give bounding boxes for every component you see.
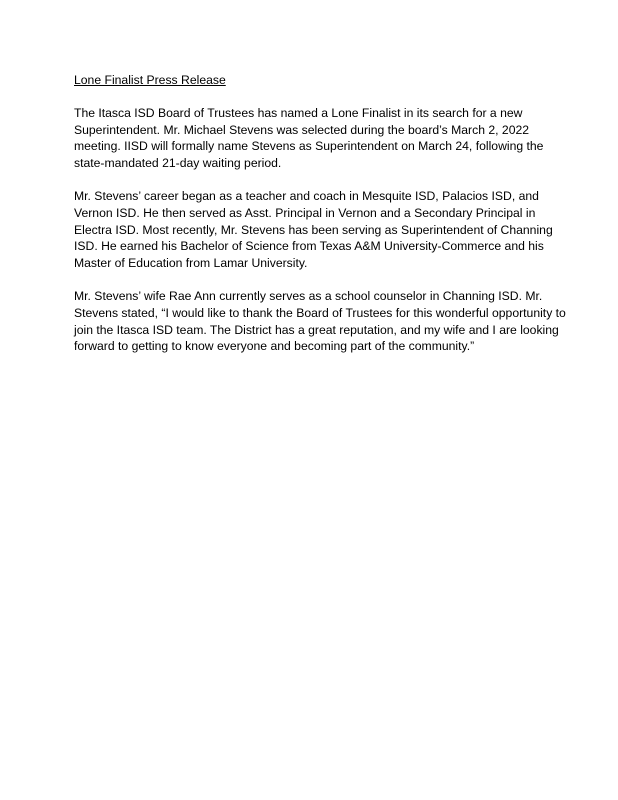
- text-line: meeting. IISD will formally name Stevens as Superintendent on March 24, following the: [74, 139, 544, 154]
- text-line: join the Itasca ISD team. The District has a great reputation, and my wife and I are looking: [74, 322, 559, 337]
- text-line: state-mandated 21-day waiting period.: [74, 155, 282, 170]
- text-line: Stevens stated, “I would like to thank the Board of Trustees for this wonderful opportunity to: [74, 305, 566, 320]
- document-title: Lone Finalist Press Release: [74, 73, 226, 87]
- text-line: Master of Education from Lamar University.: [74, 255, 308, 270]
- text-line: forward to getting to know everyone and becoming part of the community.”: [74, 339, 475, 354]
- paragraph-career: [74, 188, 553, 271]
- text-line: Mr. Stevens’ career began as a teacher and coach in Mesquite ISD, Palacios ISD, and: [74, 189, 539, 204]
- text-line: Mr. Stevens’ wife Rae Ann currently serves as a school counselor in Channing ISD. Mr.: [74, 289, 543, 304]
- document-body: [74, 72, 566, 372]
- text-line: Superintendent. Mr. Michael Stevens was selected during the board’s March 2, 2022: [74, 122, 530, 137]
- text-line: Electra ISD. Most recently, Mr. Stevens has been serving as Superintendent of Channing: [74, 222, 553, 237]
- paragraph-quote: [74, 288, 566, 354]
- text-line: ISD. He earned his Bachelor of Science from Texas A&M University-Commerce and his: [74, 239, 544, 254]
- text-line: Vernon ISD. He then served as Asst. Principal in Vernon and a Secondary Principal in: [74, 205, 536, 220]
- text-line: The Itasca ISD Board of Trustees has named a Lone Finalist in its search for a new: [74, 106, 523, 120]
- paragraph-announcement: [74, 105, 544, 171]
